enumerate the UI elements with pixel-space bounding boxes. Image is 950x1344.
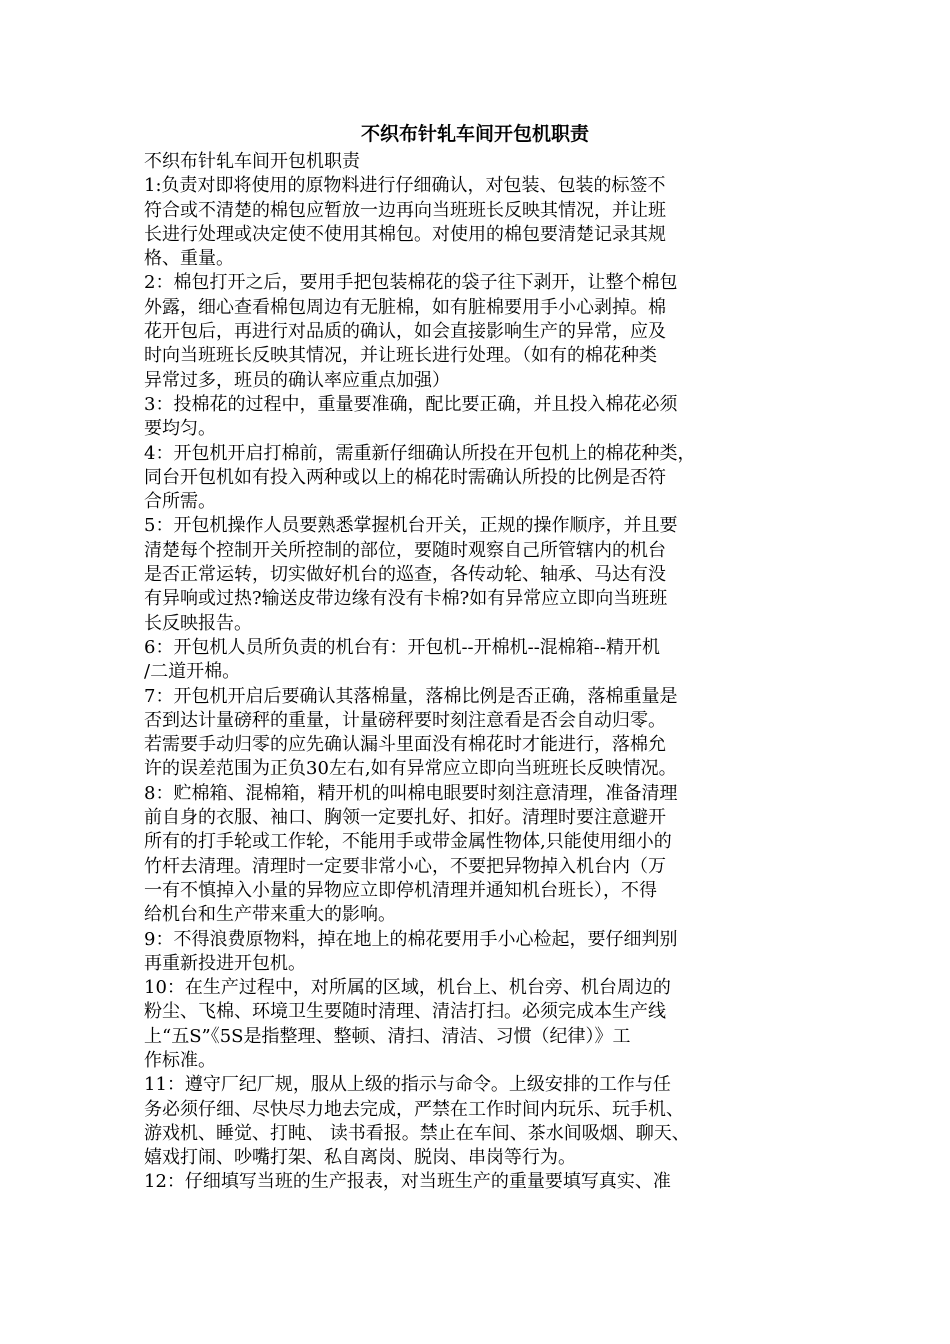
document-line: 有异响或过热?输送皮带边缘有没有卡棉?如有异常应立即向当班班 (144, 588, 668, 610)
document-line: 2：棉包打开之后，要用手把包装棉花的袋子往下剥开，让整个棉包 (144, 272, 678, 294)
document-line: 8：贮棉箱、混棉箱，精开机的叫棉电眼要时刻注意清理，准备清理 (144, 782, 678, 804)
document-line: 嬉戏打闹、吵嘴打架、私自离岗、脱岗、串岗等行为。 (144, 1147, 576, 1169)
document-line: 务必须仔细、尽快尽力地去完成，严禁在工作时间内玩乐、玩手机、 (144, 1098, 684, 1120)
document-line: 再重新投进开包机。 (144, 952, 306, 974)
document-line: 长反映报告。 (144, 612, 252, 634)
document-line: 一有不慎掉入小量的异物应立即停机清理并通知机台班长），不得 (144, 879, 657, 901)
document-line: 7：开包机开启后要确认其落棉量，落棉比例是否正确，落棉重量是 (144, 685, 678, 707)
document-line: 要均匀。 (144, 418, 216, 440)
document-line: 上“五S”《5S是指整理、整顿、清扫、清洁、习惯（纪律）》工 (144, 1025, 631, 1047)
document-line: 不织布针轧车间开包机职责 (144, 151, 360, 172)
document-body (144, 150, 824, 1195)
document-line: 符合或不清楚的棉包应暂放一边再向当班班长反映其情况，并让班 (144, 199, 666, 221)
document-line: 4：开包机开启打棉前，需重新仔细确认所投在开包机上的棉花种类， (144, 442, 696, 464)
document-line: 1:负责对即将使用的原物料进行仔细确认，对包装、包装的标签不 (144, 175, 666, 197)
document-title: 不织布针轧车间开包机职责 (360, 123, 589, 145)
document-line: 时向当班班长反映其情况，并让班长进行处理。（如有的棉花种类 (144, 345, 657, 367)
document-line: 3：投棉花的过程中，重量要准确，配比要正确，并且投入棉花必须 (144, 393, 678, 415)
document-line: 11：遵守厂纪厂规，服从上级的指示与命令。上级安排的工作与任 (144, 1074, 671, 1096)
document-line: 5：开包机操作人员要熟悉掌握机台开关，正规的操作顺序，并且要 (144, 515, 678, 537)
document-line: 作标准。 (144, 1049, 216, 1071)
document-line: 10：在生产过程中，对所属的区域，机台上、机台旁、机台周边的 (144, 977, 671, 999)
document-line: 9：不得浪费原物料，掉在地上的棉花要用手小心检起，要仔细判别 (144, 928, 678, 950)
document-line: 游戏机、睡觉、打盹、 读书看报。禁止在车间、茶水间吸烟、聊天、 (144, 1122, 690, 1144)
document-line: 若需要手动归零的应先确认漏斗里面没有棉花时才能进行，落棉允 (144, 734, 666, 756)
document-line: 外露，细心查看棉包周边有无脏棉，如有脏棉要用手小心剥掉。棉 (144, 296, 666, 318)
document-line: 前自身的衣服、袖口、胸领一定要扎好、扣好。清理时要注意避开 (144, 807, 666, 829)
document-line: /二道开棉。 (144, 661, 241, 683)
document-line: 同台开包机如有投入两种或以上的棉花时需确认所投的比例是否符 (144, 466, 666, 488)
document-line: 格、重量。 (144, 248, 234, 270)
document-line: 清楚每个控制开关所控制的部位，要随时观察自己所管辖内的机台 (144, 539, 666, 561)
document-line: 否到达计量磅秤的重量，计量磅秤要时刻注意看是否会自动归零。 (144, 709, 666, 731)
document-line: 所有的打手轮或工作轮，不能用手或带金属性物体,只能使用细小的 (144, 831, 672, 853)
document-line: 许的误差范围为正负30左右,如有异常应立即向当班班长反映情况。 (144, 758, 677, 780)
document-line: 6：开包机人员所负责的机台有：开包机--开棉机--混棉箱--精开机 (144, 636, 660, 658)
document-line: 给机台和生产带来重大的影响。 (144, 904, 396, 926)
document-line: 粉尘、飞棉、环境卫生要随时清理、清洁打扫。必须完成本生产线 (144, 1001, 666, 1023)
document-line: 合所需。 (144, 491, 216, 513)
document-line: 长进行处理或决定使不使用其棉包。对使用的棉包要清楚记录其规 (144, 223, 666, 245)
document-line: 花开包后，再进行对品质的确认，如会直接影响生产的异常，应及 (144, 321, 666, 343)
document-line: 异常过多，班员的确认率应重点加强） (144, 369, 450, 391)
document-line: 竹杆去清理。清理时一定要非常小心，不要把异物掉入机台内（万 (144, 855, 666, 877)
document-line: 12：仔细填写当班的生产报表，对当班生产的重量要填写真实、准 (144, 1171, 671, 1193)
document-line: 是否正常运转，切实做好机台的巡查，各传动轮、轴承、马达有没 (144, 564, 666, 586)
